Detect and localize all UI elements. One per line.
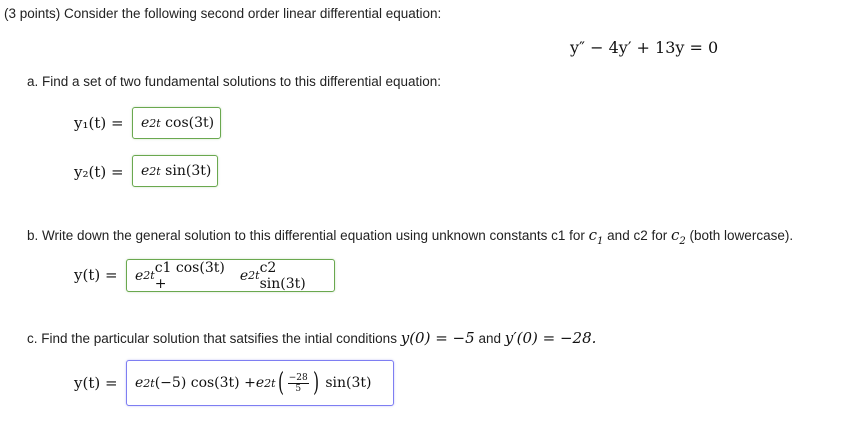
part-c-prompt: c. Find the particular solution that satsifies the intial conditions y(0) = −5 and y′(0) = −28. [27,329,597,347]
y2-answer-field[interactable] [132,155,218,187]
left-paren: ( [277,368,284,398]
initial-condition-2: y′(0) = −28. [504,329,597,347]
coefficient-fraction: $\frac{-28}{5}$ [288,372,308,394]
right-paren: ) [312,368,319,398]
problem-intro: (3 points) Consider the following second order linear differential equation: [4,6,442,21]
part-a-prompt: a. Find a set of two fundamental solutions to this differential equation: [27,74,442,89]
y2-exp-base: e [141,163,150,179]
y1-exp-base: e [141,115,150,131]
general-term1: c1 cos(3t) + [154,259,225,292]
differential-equation: y″ − 4y′ + 13y = 0 [570,38,719,57]
y1-answer-field[interactable] [132,107,221,139]
particular-term2: sin(3t) [325,375,372,391]
general-term2: c2 sin(3t) [259,259,306,292]
y2-label: y₂(t) = [74,163,124,181]
y1-exp-power: 2t [149,116,161,130]
particular-term1: (−5) cos(3t) + [154,375,256,391]
y2-exp-power: 2t [149,164,161,178]
general-solution-field[interactable]: e 2t c1 cos(3t) + e 2t c2 sin(3t) [126,259,335,292]
initial-condition-1: y(0) = −5 [400,329,475,347]
particular-solution-field[interactable]: e 2t (−5) cos(3t) + e 2t ( $\frac{-28}{5}$ ) sin(3t) [126,360,394,406]
y2-func: sin(3t) [165,163,212,179]
c2-symbol: $c_2$ [670,226,686,247]
particular-solution-label: y(t) = [74,374,118,392]
part-b-prompt: b. Write down the general solution to this differential equation using unknown constants c1 for $c_1$ and c2 for $c_2$ (both lowercase). [27,226,794,247]
c1-symbol: $c_1$ [588,226,604,247]
y1-func: cos(3t) [165,115,215,131]
y1-label: y₁(t) = [74,114,124,132]
general-solution-label: y(t) = [74,266,118,284]
